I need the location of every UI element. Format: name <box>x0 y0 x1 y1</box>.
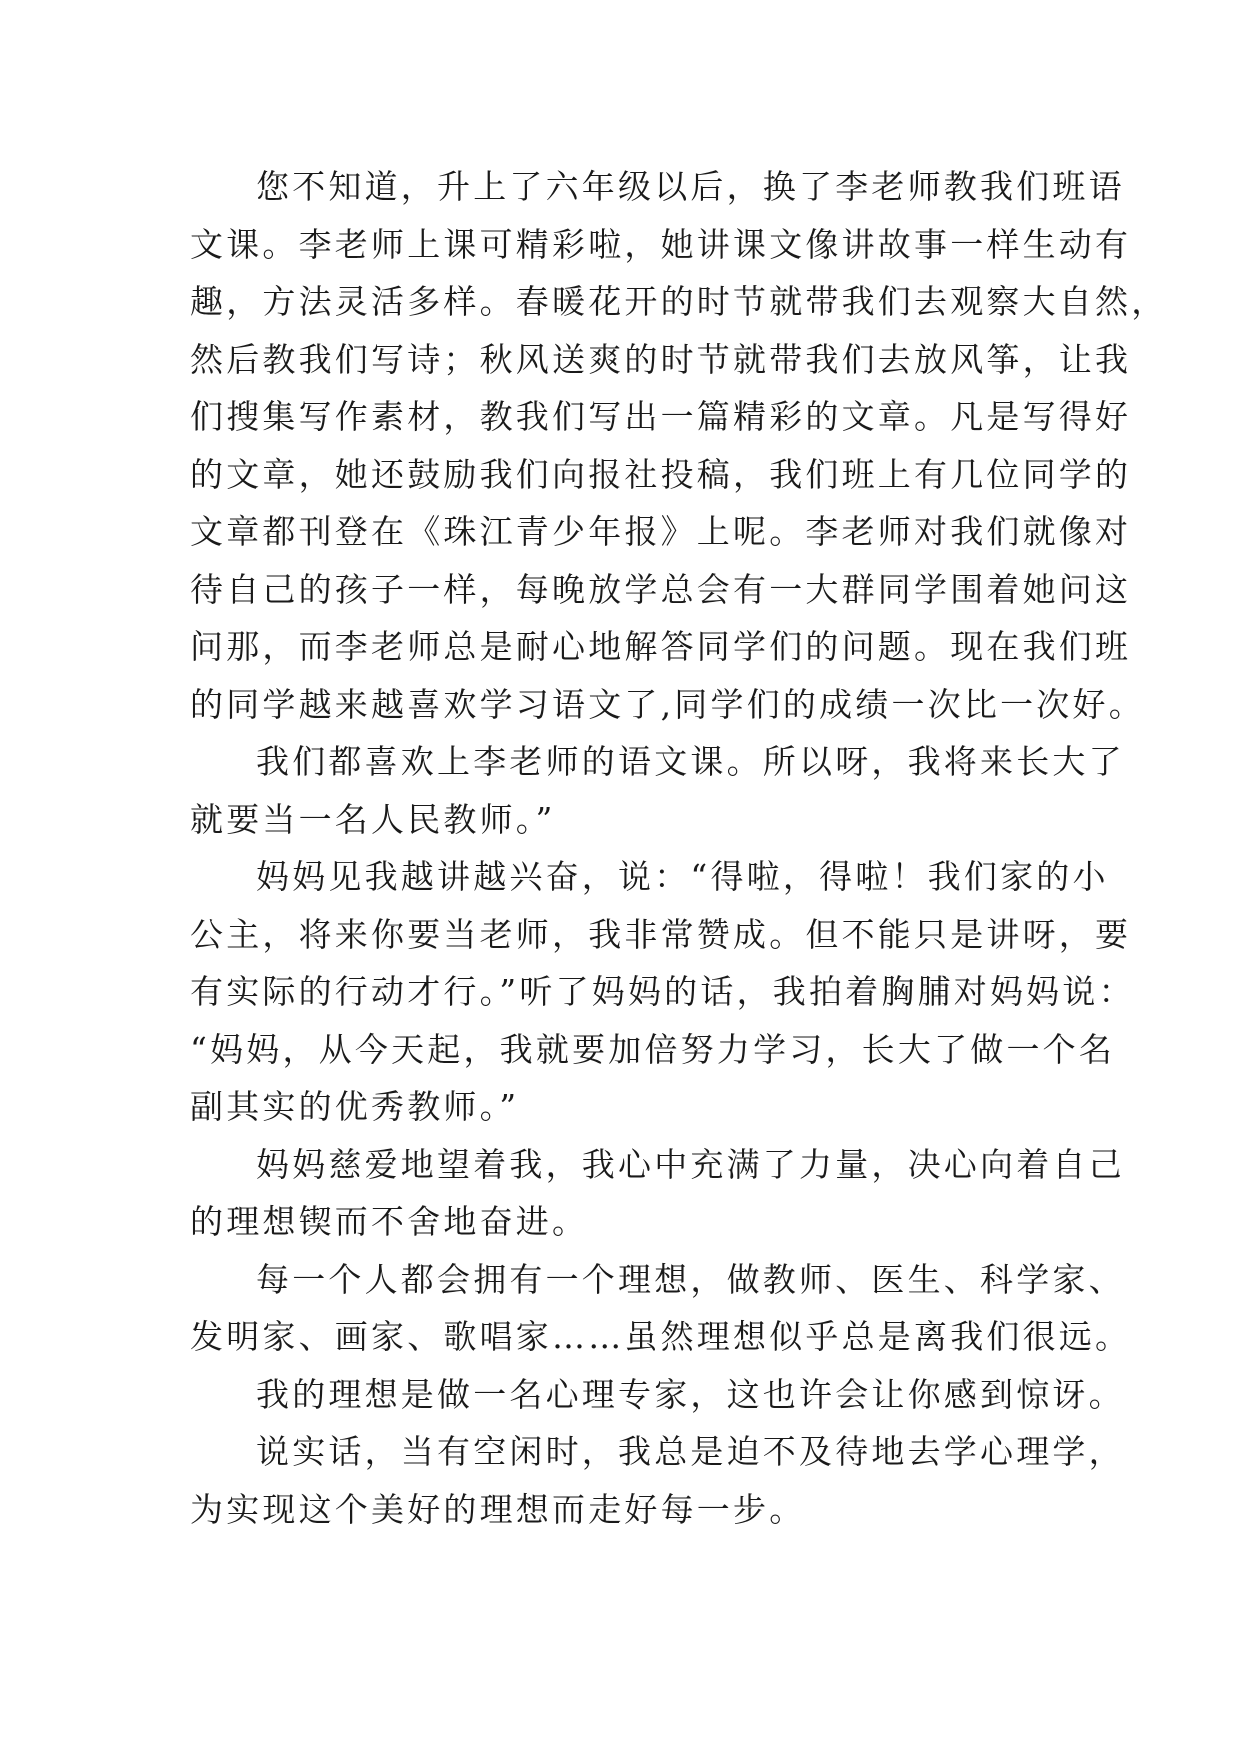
text-line: 妈妈慈爱地望着我，我心中充满了力量，决心向着自己 <box>256 1144 1125 1184</box>
text-line: 待自己的孩子一样，每晚放学总会有一大群同学围着她问这 <box>190 569 1132 609</box>
text-line: 趣，方法灵活多样。春暖花开的时节就带我们去观察大自然， <box>190 282 1168 321</box>
text-line: 我们都喜欢上李老师的语文课。所以呀，我将来长大了 <box>256 742 1125 781</box>
text-line: 们搜集写作素材，教我们写出一篇精彩的文章。凡是写得好 <box>190 397 1132 436</box>
text-line: 就要当一名人民教师。” <box>190 799 556 839</box>
text-line: “妈妈，从今天起，我就要加倍努力学习，长大了做一个名 <box>190 1029 1116 1069</box>
text-line: 说实话，当有空闲时，我总是迫不及待地去学心理学， <box>256 1432 1125 1471</box>
text-line: 问那，而李老师总是耐心地解答同学们的问题。现在我们班 <box>190 627 1132 666</box>
text-line: 您不知道，升上了六年级以后，换了李老师教我们班语 <box>256 167 1125 206</box>
text-line: 的理想锲而不舍地奋进。 <box>190 1202 589 1241</box>
text-line: 每一个人都会拥有一个理想，做教师、医生、科学家、 <box>256 1259 1125 1299</box>
text-line: 副其实的优秀教师。” <box>190 1087 520 1126</box>
text-line: 公主，将来你要当老师，我非常赞成。但不能只是讲呀，要 <box>190 914 1132 954</box>
text-line: 妈妈见我越讲越兴奋，说：“得啦，得啦！我们家的小 <box>256 857 1109 896</box>
text-line: 我的理想是做一名心理专家，这也许会让你感到惊讶。 <box>256 1374 1125 1414</box>
text-line: 发明家、画家、歌唱家……虽然理想似乎总是离我们很远。 <box>190 1317 1132 1356</box>
text-line: 然后教我们写诗；秋风送爽的时节就带我们去放风筝，让我 <box>190 339 1132 379</box>
text-line: 的文章，她还鼓励我们向报社投稿，我们班上有几位同学的 <box>190 454 1132 494</box>
text-line: 为实现这个美好的理想而走好每一步。 <box>190 1489 806 1529</box>
text-line: 文课。李老师上课可精彩啦，她讲课文像讲故事一样生动有 <box>190 224 1132 264</box>
document-body <box>190 158 1168 1538</box>
text-line: 的同学越来越喜欢学习语文了,同学们的成绩一次比一次好。 <box>190 684 1145 724</box>
text-line: 文章都刊登在《珠江青少年报》上呢。李老师对我们就像对 <box>190 512 1132 551</box>
text-line: 有实际的行动才行。”听了妈妈的话，我拍着胸脯对妈妈说： <box>190 972 1135 1011</box>
